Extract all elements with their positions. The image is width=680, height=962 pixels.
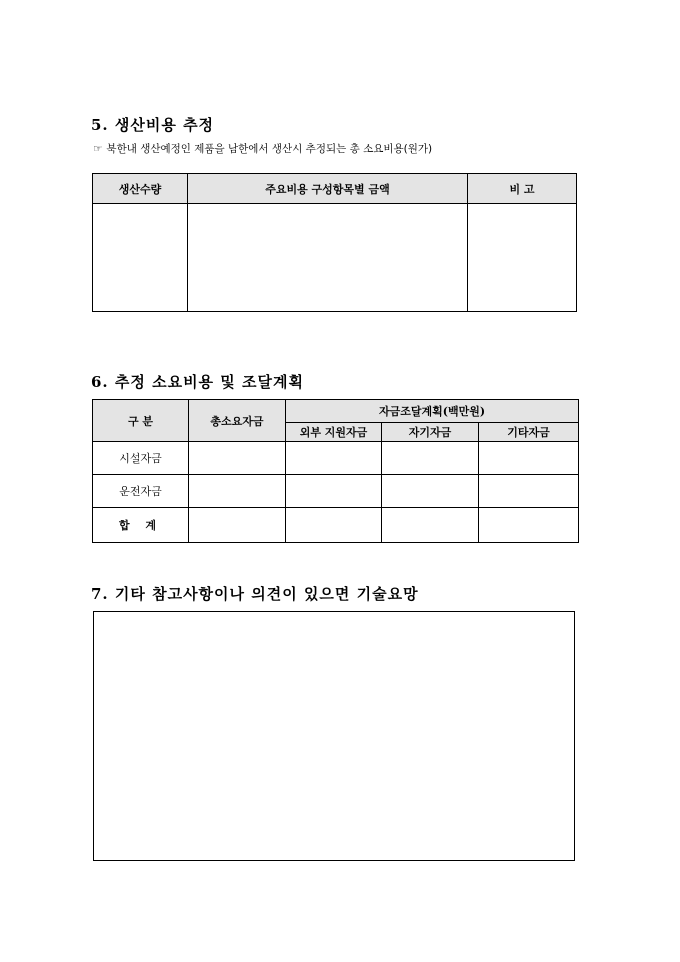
cell-cost-items[interactable] xyxy=(188,204,468,312)
cell-operating-other[interactable] xyxy=(479,475,579,508)
header-funding-plan: 자금조달계획(백만원) xyxy=(286,400,579,423)
cell-operating-external[interactable] xyxy=(286,475,382,508)
production-cost-table xyxy=(92,173,577,312)
cell-facility-other[interactable] xyxy=(479,442,579,475)
cell-sum-external[interactable] xyxy=(286,508,382,543)
cell-operating-total[interactable] xyxy=(189,475,286,508)
header-own-funds: 자기자금 xyxy=(382,423,479,442)
section5-note-text: 북한내 생산예정인 제품을 남한에서 생산시 추정되는 총 소요비용(원가) xyxy=(106,143,433,155)
cell-operating-own[interactable] xyxy=(382,475,479,508)
cell-facility-own[interactable] xyxy=(382,442,479,475)
cell-facility-external[interactable] xyxy=(286,442,382,475)
pointing-hand-icon: ☞ xyxy=(93,143,103,155)
section5-title: 5. 생산비용 추정 xyxy=(91,116,215,134)
comments-box[interactable] xyxy=(93,611,575,861)
cell-sum-total[interactable] xyxy=(189,508,286,543)
header-remarks: 비 고 xyxy=(468,174,577,204)
section5-note xyxy=(93,141,432,156)
cell-production-qty[interactable] xyxy=(93,204,188,312)
header-production-qty: 생산수량 xyxy=(93,174,188,204)
header-category: 구 분 xyxy=(93,400,189,442)
cell-sum-own[interactable] xyxy=(382,508,479,543)
header-total-required: 총소요자금 xyxy=(189,400,286,442)
row-label-operating-funds: 운전자금 xyxy=(93,475,189,508)
section7-title: 7. 기타 참고사항이나 의견이 있으면 기술요망 xyxy=(91,585,419,603)
cell-facility-total[interactable] xyxy=(189,442,286,475)
header-external-funds: 외부 지원자금 xyxy=(286,423,382,442)
cell-remarks[interactable] xyxy=(468,204,577,312)
cell-sum-other[interactable] xyxy=(479,508,579,543)
header-other-funds: 기타자금 xyxy=(479,423,579,442)
row-label-facility-funds: 시설자금 xyxy=(93,442,189,475)
row-label-total: 합 계 xyxy=(93,508,189,543)
header-cost-items: 주요비용 구성항목별 금액 xyxy=(188,174,468,204)
funding-plan-table xyxy=(92,399,579,543)
section6-title: 6. 추정 소요비용 및 조달계획 xyxy=(91,373,304,391)
